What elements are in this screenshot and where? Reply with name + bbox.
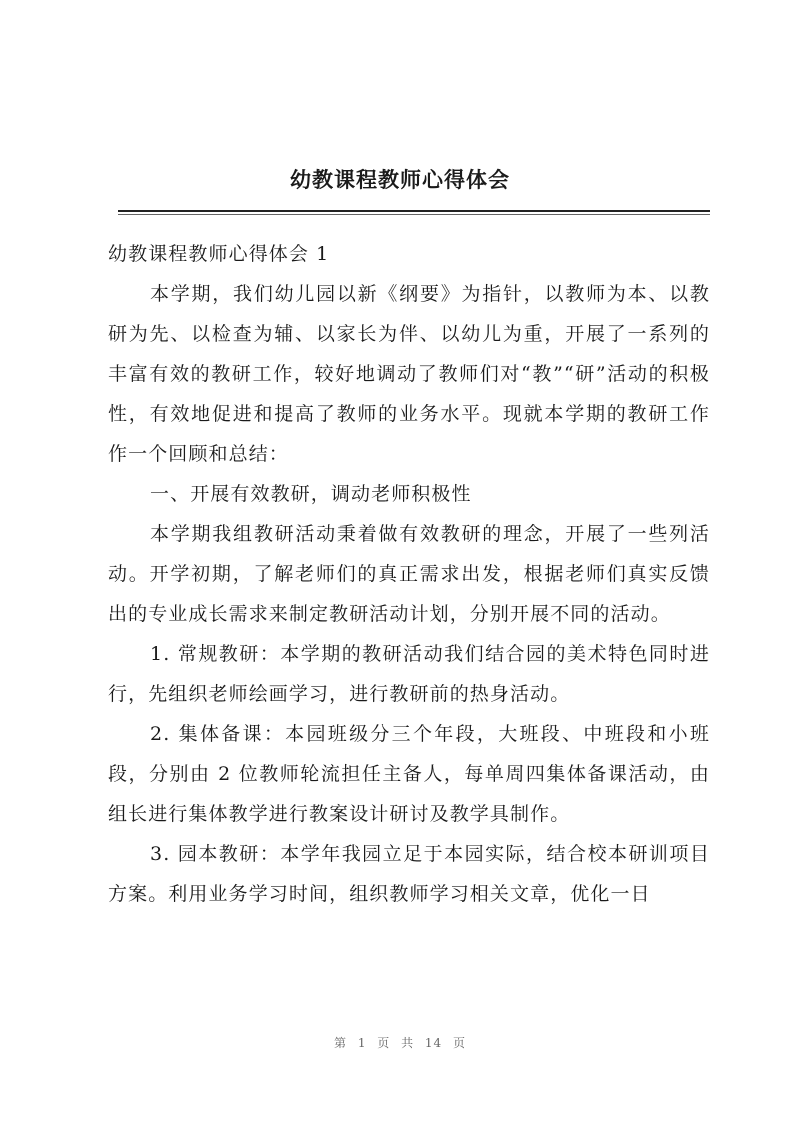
title-underline-thick — [118, 210, 710, 212]
page-footer: 第 1 页 共 14 页 — [334, 1036, 466, 1050]
list-item: 1. 常规教研：本学期的教研活动我们结合园的美术特色同时进行，先组织老师绘画学习，进行教研前的热身活动。 — [108, 643, 710, 705]
section-heading: 一、开展有效教研，调动老师积极性 — [150, 483, 472, 505]
document-body — [108, 234, 710, 914]
title-underline-thin — [118, 214, 710, 215]
body-paragraph: 本学期，我们幼儿园以新《纲要》为指针，以教师为本、以教研为先、以检查为辅、以家长为伴、以幼儿为重，开展了一系列的丰富有效的教研工作，较好地调动了教师们对“教”“研”活动的积极性，有效地促进和提高了教师的业务水平。现就本学期的教研工作作一个回顾和总结： — [108, 283, 710, 465]
list-item: 3. 园本教研：本学年我园立足于本园实际，结合校本研训项目方案。利用业务学习时间，组织教师学习相关文章，优化一日 — [108, 843, 710, 905]
section-subtitle: 幼教课程教师心得体会 1 — [108, 243, 330, 265]
document-title: 幼教课程教师心得体会 — [290, 168, 510, 192]
list-item: 2. 集体备课：本园班级分三个年段，大班段、中班段和小班段，分别由 2 位教师轮流担任主备人，每单周四集体备课活动，由组长进行集体教学进行教案设计研讨及教学具制作。 — [108, 723, 710, 825]
body-paragraph: 本学期我组教研活动秉着做有效教研的理念，开展了一些列活动。开学初期，了解老师们的真正需求出发，根据老师们真实反馈出的专业成长需求来制定教研活动计划，分别开展不同的活动。 — [108, 523, 710, 625]
